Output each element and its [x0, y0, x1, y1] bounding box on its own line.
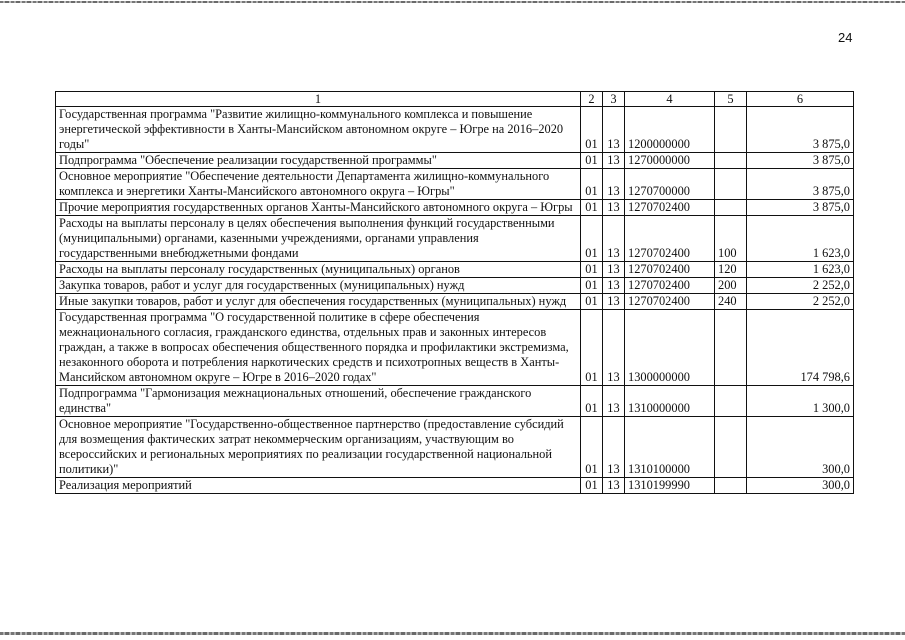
expense-type-cell: [715, 310, 747, 386]
expense-type-cell: [715, 417, 747, 478]
table-row: [56, 278, 854, 294]
section-code-cell: 01: [581, 478, 603, 494]
target-article-cell: 1270700000: [625, 169, 715, 200]
section-code-cell: 01: [581, 278, 603, 294]
row-name-cell: Расходы на выплаты персоналу государственных (муниципальных) органов: [56, 262, 581, 278]
row-name-cell: Прочие мероприятия государственных органов Ханты-Мансийского автономного округа – Югры: [56, 200, 581, 216]
table-row: [56, 169, 854, 200]
amount-cell: 1 623,0: [747, 262, 854, 278]
section-code-cell: 01: [581, 310, 603, 386]
column-header-6: 6: [747, 92, 854, 107]
table-row: [56, 417, 854, 478]
section-code-cell: 01: [581, 216, 603, 262]
subsection-code-cell: 13: [603, 294, 625, 310]
expense-type-cell: [715, 386, 747, 417]
table-row: [56, 262, 854, 278]
target-article-cell: 1310000000: [625, 386, 715, 417]
expense-type-cell: [715, 107, 747, 153]
subsection-code-cell: 13: [603, 216, 625, 262]
row-name-cell: Иные закупки товаров, работ и услуг для обеспечения государственных (муниципальных) нужд: [56, 294, 581, 310]
table-row: [56, 294, 854, 310]
column-header-4: 4: [625, 92, 715, 107]
amount-cell: 1 300,0: [747, 386, 854, 417]
amount-cell: 3 875,0: [747, 107, 854, 153]
row-name-cell: Закупка товаров, работ и услуг для государственных (муниципальных) нужд: [56, 278, 581, 294]
table-row: [56, 310, 854, 386]
target-article-cell: 1270702400: [625, 294, 715, 310]
subsection-code-cell: 13: [603, 153, 625, 169]
row-name-cell: Реализация мероприятий: [56, 478, 581, 494]
column-header-5: 5: [715, 92, 747, 107]
target-article-cell: 1270702400: [625, 200, 715, 216]
amount-cell: 2 252,0: [747, 294, 854, 310]
scan-edge-top: [0, 1, 905, 3]
scan-edge-bottom: [0, 632, 905, 635]
amount-cell: 2 252,0: [747, 278, 854, 294]
section-code-cell: 01: [581, 107, 603, 153]
table-row: [56, 107, 854, 153]
subsection-code-cell: 13: [603, 478, 625, 494]
row-name-cell: Основное мероприятие "Государственно-общественное партнерство (предоставление субсидий для возмещения фактических затрат некоммерческим организациям, участвующим во всероссийских и региональных мероприятиях по реализации государственной национальной политики)": [56, 417, 581, 478]
subsection-code-cell: 13: [603, 310, 625, 386]
subsection-code-cell: 13: [603, 169, 625, 200]
section-code-cell: 01: [581, 153, 603, 169]
column-header-2: 2: [581, 92, 603, 107]
amount-cell: 300,0: [747, 478, 854, 494]
section-code-cell: 01: [581, 386, 603, 417]
subsection-code-cell: 13: [603, 386, 625, 417]
table-row: [56, 153, 854, 169]
expense-type-cell: 120: [715, 262, 747, 278]
target-article-cell: 1200000000: [625, 107, 715, 153]
row-name-cell: Государственная программа "О государственной политике в сфере обеспечения межнационального согласия, гражданского единства, отдельных прав и законных интересов граждан, а также в вопросах обеспечения общественного порядка и профилактики экстремизма, незаконного оборота и потребления наркотических средств и психотропных веществ в Ханты-Мансийском автономном округе – Югре в 2016–2020 годах": [56, 310, 581, 386]
row-name-cell: Государственная программа "Развитие жилищно-коммунального комплекса и повышение энергетической эффективности в Ханты-Мансийском автономном округе – Югре на 2016–2020 годы": [56, 107, 581, 153]
target-article-cell: 1270000000: [625, 153, 715, 169]
row-name-cell: Основное мероприятие "Обеспечение деятельности Департамента жилищно-коммунального комплекса и энергетики Ханты-Мансийского автономного округа – Югры": [56, 169, 581, 200]
section-code-cell: 01: [581, 417, 603, 478]
table-row: [56, 216, 854, 262]
amount-cell: 174 798,6: [747, 310, 854, 386]
expense-type-cell: 240: [715, 294, 747, 310]
subsection-code-cell: 13: [603, 417, 625, 478]
table-row: [56, 200, 854, 216]
target-article-cell: 1310100000: [625, 417, 715, 478]
target-article-cell: 1300000000: [625, 310, 715, 386]
row-name-cell: Подпрограмма "Гармонизация межнациональных отношений, обеспечение гражданского единства": [56, 386, 581, 417]
subsection-code-cell: 13: [603, 278, 625, 294]
amount-cell: 1 623,0: [747, 216, 854, 262]
expense-type-cell: [715, 153, 747, 169]
expense-type-cell: 100: [715, 216, 747, 262]
section-code-cell: 01: [581, 169, 603, 200]
subsection-code-cell: 13: [603, 200, 625, 216]
row-name-cell: Подпрограмма "Обеспечение реализации государственной программы": [56, 153, 581, 169]
section-code-cell: 01: [581, 262, 603, 278]
header-row: [56, 92, 854, 107]
section-code-cell: 01: [581, 200, 603, 216]
column-header-1: 1: [56, 92, 581, 107]
expense-type-cell: [715, 200, 747, 216]
budget-table: [55, 91, 854, 494]
expense-type-cell: [715, 478, 747, 494]
expense-type-cell: [715, 169, 747, 200]
amount-cell: 300,0: [747, 417, 854, 478]
table-row: [56, 386, 854, 417]
target-article-cell: 1310199990: [625, 478, 715, 494]
subsection-code-cell: 13: [603, 262, 625, 278]
target-article-cell: 1270702400: [625, 216, 715, 262]
amount-cell: 3 875,0: [747, 200, 854, 216]
column-header-3: 3: [603, 92, 625, 107]
amount-cell: 3 875,0: [747, 153, 854, 169]
row-name-cell: Расходы на выплаты персоналу в целях обеспечения выполнения функций государственными (муниципальными) органами, казенными учреждениями, органами управления государственными внебюджетными фондами: [56, 216, 581, 262]
target-article-cell: 1270702400: [625, 278, 715, 294]
section-code-cell: 01: [581, 294, 603, 310]
table-row: [56, 478, 854, 494]
subsection-code-cell: 13: [603, 107, 625, 153]
target-article-cell: 1270702400: [625, 262, 715, 278]
page-number: 24: [838, 30, 853, 45]
expense-type-cell: 200: [715, 278, 747, 294]
amount-cell: 3 875,0: [747, 169, 854, 200]
table-body: [56, 92, 854, 494]
